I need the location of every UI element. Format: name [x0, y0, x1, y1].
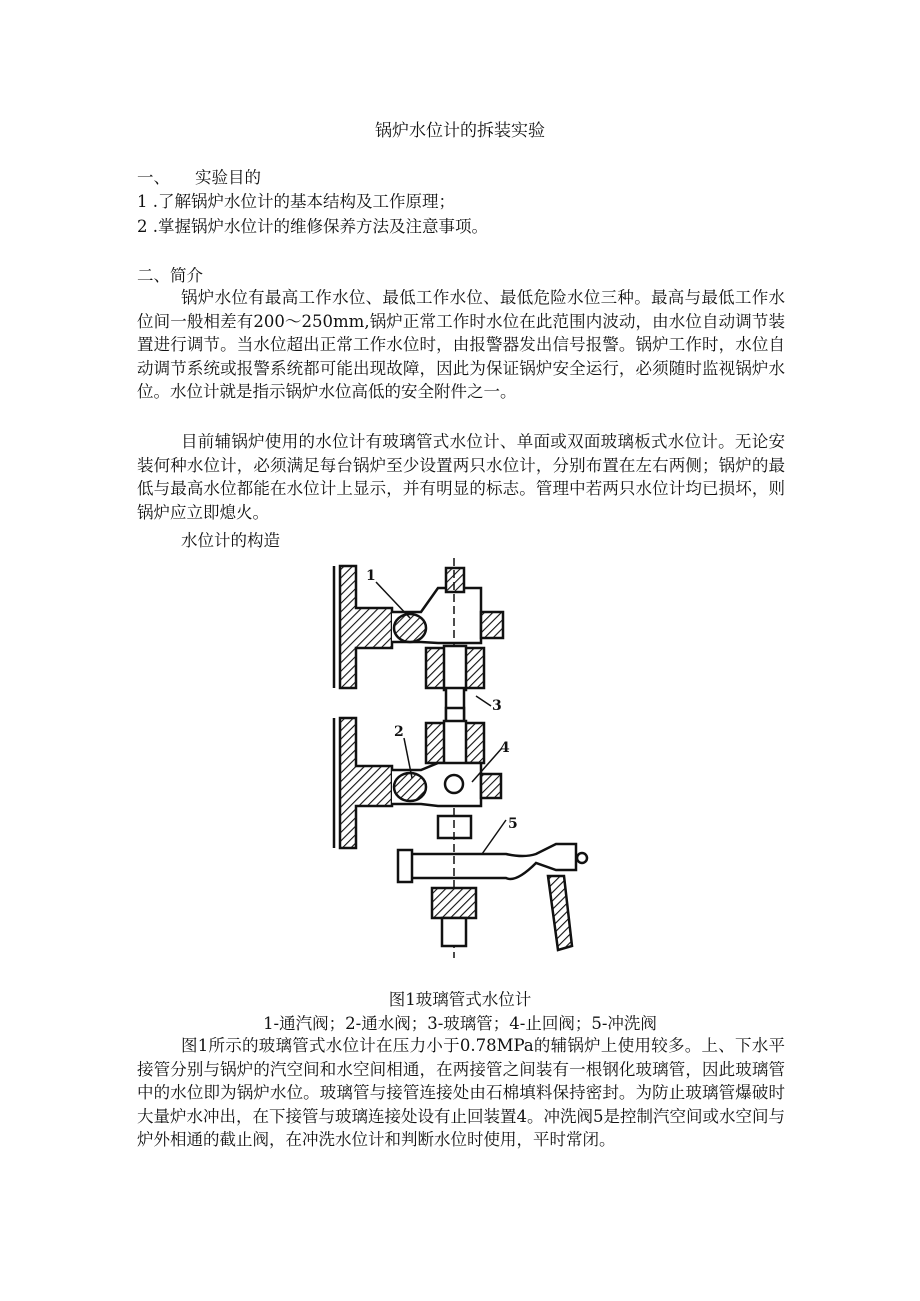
upper-flange: [340, 566, 392, 688]
objective-item-2: 2 .掌握锅炉水位计的维修保养方法及注意事项。: [137, 217, 488, 236]
objective-item-1: 1 .了解锅炉水位计的基本结构及工作原理；: [137, 192, 455, 211]
intro-paragraph-1: 锅炉水位有最高工作水位、最低工作水位、最低危险水位三种。最高与最低工作水位间一般相差有200～250mm,锅炉正常工作时水位在此范围内波动，由水位自动调节装置进行调节。当水位超出正常工作水位时，由报警器发出信号报警。锅炉工作时，水位自动调节系统或报警系统都可能出现故障，因此为保证锅炉安全运行，必须随时监视锅炉水位。水位计就是指示锅炉水位高低的安全附件之一。: [137, 288, 785, 402]
water-gauge-diagram: [326, 558, 596, 968]
steam-valve-plug: [394, 614, 426, 642]
figure-description: 图1所示的玻璃管式水位计在压力小于0.78MPa的辅锅炉上使用较多。上、下水平接管分别与锅炉的汽空间和水空间相通，在两接管之间装有一根钢化玻璃管，因此玻璃管中的水位即为锅炉水位。玻璃管与接管连接处由石棉填料保持密封。为防止玻璃管爆破时大量炉水冲出，在下接管与玻璃连接处设有止回装置4。冲洗阀5是控制汽空间或水空间与炉外相通的截止阀，在冲洗水位计和判断水位时使用，平时常闭。: [137, 1036, 785, 1150]
callout-3: 3: [492, 698, 502, 714]
section-1-number: 一、: [137, 168, 170, 187]
figure-legend: 1-通汽阀；2-通水阀；3-玻璃管；4-止回阀；5-冲洗阀: [263, 1014, 657, 1033]
section-1-title: 实验目的: [195, 168, 261, 187]
intro-paragraph-2: 目前辅锅炉使用的水位计有玻璃管式水位计、单面或双面玻璃板式水位计。无论安装何种水位计，必须满足每台锅炉至少设置两只水位计，分别布置在左右两侧；锅炉的最低与最高水位都能在水位计上显示，并有明显的标志。管理中若两只水位计均已损坏，则锅炉应立即熄火。: [137, 432, 785, 522]
document-title: 锅炉水位计的拆装实验: [375, 121, 545, 141]
callout-5: 5: [508, 816, 518, 832]
lower-flange: [340, 718, 392, 848]
figure-caption: 图1玻璃管式水位计: [388, 990, 532, 1009]
drain-valve-body: [406, 844, 576, 879]
water-valve-plug: [394, 773, 426, 801]
check-ball: [445, 775, 463, 793]
section-1-heading: [137, 164, 261, 188]
callout-2: 2: [394, 724, 404, 740]
section-2-heading: 二、简介: [137, 266, 203, 285]
drain-valve-handle: [548, 876, 572, 950]
callout-4: 4: [500, 740, 510, 756]
drain-nut: [432, 888, 476, 918]
structure-subheading: 水位计的构造: [181, 531, 280, 550]
callout-1: 1: [366, 568, 376, 584]
